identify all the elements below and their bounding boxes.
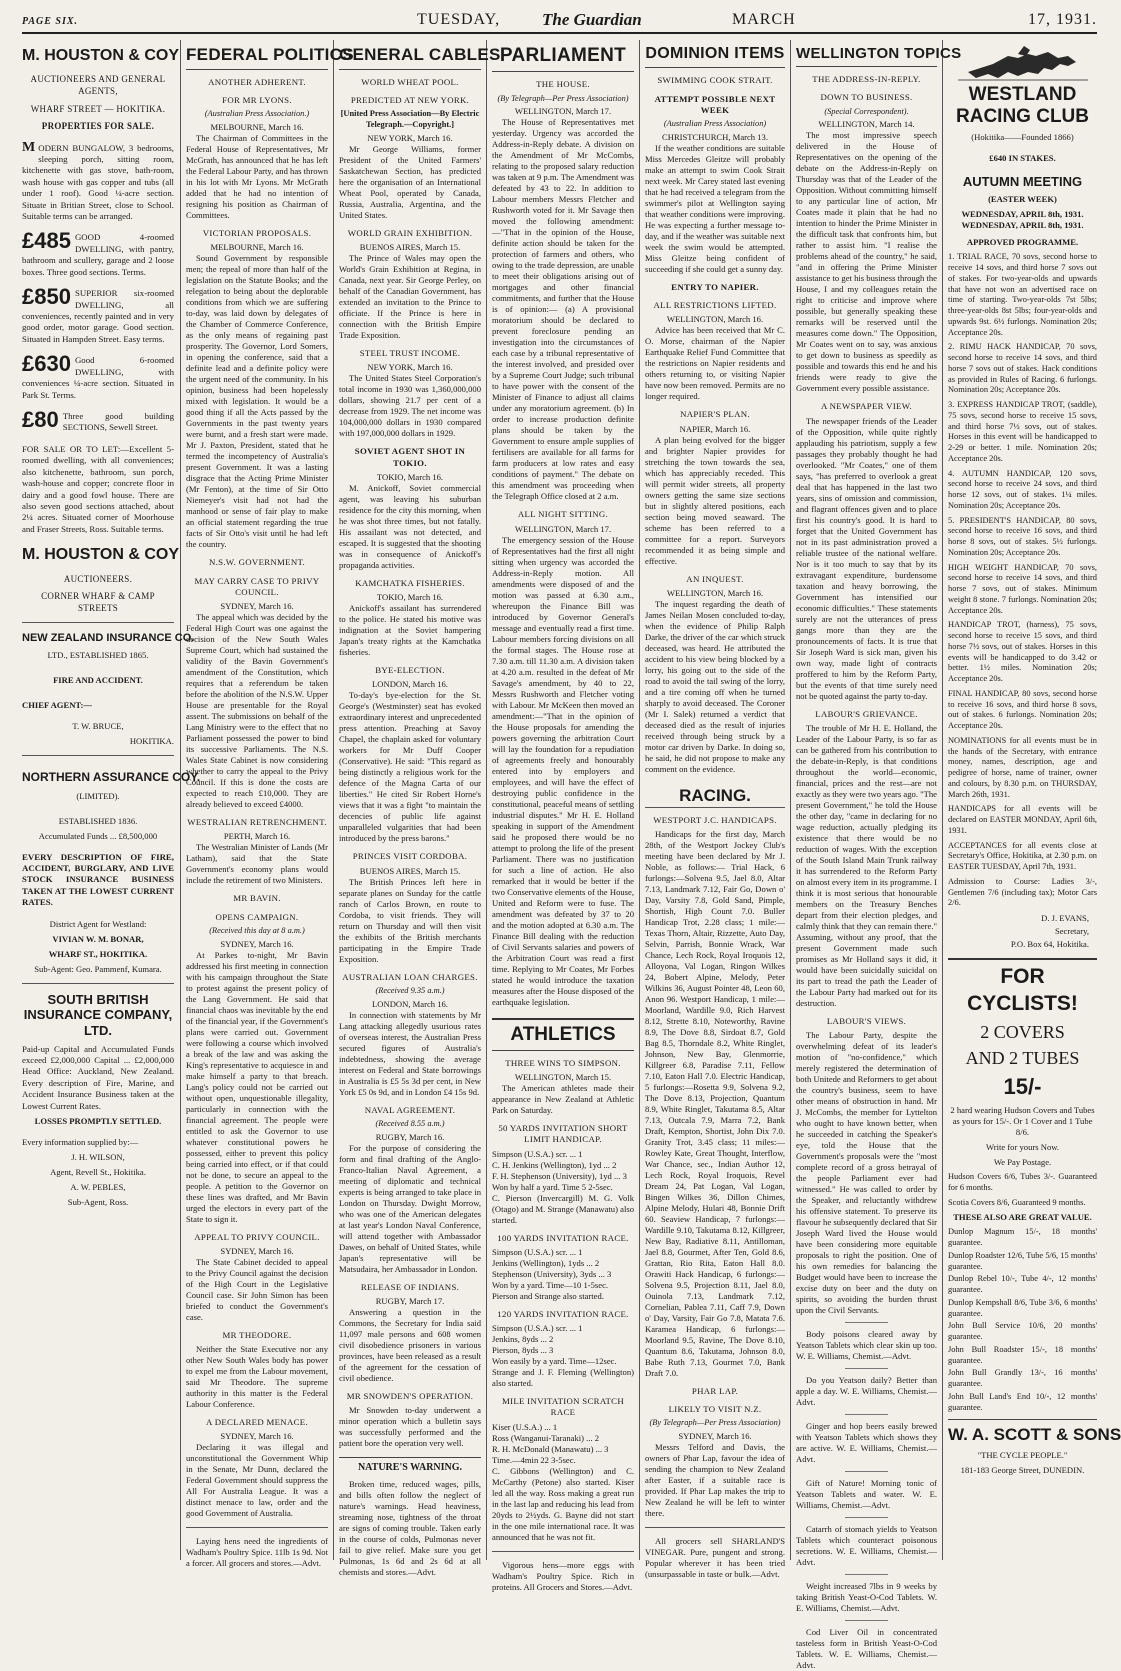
- scott-title: W. A. SCOTT & SONS: [948, 1419, 1097, 1446]
- subheading: DOWN TO BUSINESS.: [820, 92, 913, 103]
- subheading: AN INQUEST.: [686, 573, 744, 584]
- subheading: LABOUR'S VIEWS.: [826, 1015, 907, 1026]
- ad-price: £630: [22, 351, 71, 377]
- dateline: TOKIO, March 16.: [376, 592, 444, 602]
- dateline: BUENOS AIRES, March 15.: [359, 242, 461, 252]
- nz-line: LTD., ESTABLISHED 1865.: [47, 650, 149, 661]
- section-heading: WELLINGTON TOPICS: [796, 44, 937, 67]
- event-results: Simpson (U.S.A.) scr. ... 1 Jenkins (Wellington), 1yds ... 2 Stephenson (University), 3yds ... 3 Won by a yard. Time—10 1-5sec. Pierson and Strange also started.: [492, 1246, 612, 1301]
- dateline: WELLINGTON, March 17.: [514, 106, 612, 117]
- advert-text: All grocers sell SHARLAND'S VINEGAR. Pure, pungent and strong. Popular wherever it has been tried (unsurpassable in taste or bulk.—Advt.: [645, 1536, 785, 1580]
- column-general-cables: [339, 44, 501, 1577]
- dateline: NAPIER, March 16.: [679, 423, 751, 434]
- event-title: 100 YARDS INVITATION RACE.: [497, 1232, 629, 1243]
- houston-title: M. HOUSTON & COY: [22, 546, 180, 564]
- column-federal-politics: [186, 44, 354, 1569]
- programme-item: HANDICAP TROT, (harness), 75 sovs, second horse to receive 15 sovs, and third horse 7½ sovs, out of stakes. Horses in this events will be handicapped to do 3.42 or better. 1½ miles. Nomination 20s; Acceptance 20s.: [948, 620, 1097, 684]
- divider: [845, 1368, 887, 1369]
- article-text: Anickoff's assailant has surrendered to the police. He stated his motive was indignation at the Soviet hampering Japan's treaty rights at the Kamchatka fisheries.: [339, 603, 481, 657]
- horse-and-jockey-icon: [948, 44, 1098, 84]
- ad-text: ODERN BUNGALOW, 3 bedrooms, sleeping porch, sitting room, kitchenette with gas stove, bath-room, wash house with gas copper and tubs (all under 1 roof). Good ¼-acre section. Situate in Britian Street, close to School. Suitable terms can be arranged.: [22, 142, 174, 222]
- subheading: APPEAL TO PRIVY COUNCIL.: [194, 1231, 320, 1242]
- dateline: PERTH, March 16.: [223, 831, 291, 842]
- na-agent: WHARF ST., HOKITIKA.: [48, 948, 148, 959]
- meeting-title: AUTUMN MEETING: [962, 173, 1083, 189]
- article-text: To-day's bye-election for the St. George's (Westminster) seat has evoked extraordinary interest and unprecedented press attention. Preaching at Savoy Chapel, the chaplain asked for voluntary workers for Mr Duff Cooper (Conservative). He said: "This regard as being distinctly a religious work for the defence of the Magna Carta of our liberties." He cited Sir Robert Horne's views that it was a fight "to maintain the decencies of public life against unparalleled vulgarities that had been introduced by the press barons.": [339, 690, 481, 844]
- nz-line: HOKITIKA.: [129, 736, 174, 747]
- article-text: A plan being evolved for the bigger and brighter Napier provides for stretching the town towards the sea, which has appreciably receded. This will permit wider streets, all property owners getting the same size sections but in slightly altered positions, each section being moved seaward. The scheme has been referred to a committee for a report. Surveyors recommended it as being simple and effective.: [645, 434, 785, 566]
- divider: [845, 1517, 887, 1518]
- value-list: [948, 1227, 1097, 1413]
- subheading: BYE-ELECTION.: [375, 665, 445, 675]
- article-text: The United States Steel Corporation's total income in 1930 was 1,360,000,000 dollars, showing 21.7 per cent of a decrease from 1929. The net income was 104,000,000 dollars in 1930 compared with 197,000,000 dollars in 1929.: [339, 373, 481, 439]
- subheading: WESTRALIAN RETRENCHMENT.: [187, 817, 327, 827]
- article-text: Handicaps for the first day, March 28th, of the Westport Jockey Club's meeting have been declared by Mr J. Noble, as follows:— Trial Hack, 6 furlongs:—Solvena 9.5, Jael 8.0, Altar 7.13, Landmark 7.12, Fair Go, Down o' Day, Varsity 7.8, Gold Sand, Pimple, Shortish, High Count 7.0. Buller Handicap Trot, 2.28 class; 1 mile:—Texas Thorn, Altair, Rizzette, Auto Day, Selvin, Parrish, Bonnie Wrack, War Chance, Lech Rock, Royal Iroquois 12, Alloyona, Val Logan, Ringon Wilkes 24, Bobert Alpine, Melody, Peter Wilkins 36, August Pointer 48, Leon 60, Anon 96. Westport Handicap, 1 mile:—Moorland, Wardille 9.0, Rich Harvest 8.12, Strette 8.10, Noteworthy, Ravine 8.9, The Dove 8.8, Sirdoat 8.7, Gold Bag 8.5, Thorndale 8.2, White Ringlet, Johnson, New Bay, Glenmorrie, Killgreer 6.8, Paradise 7.11, Fellow 7.10, Eaton Hall 7.0. Electric Handicap, 5 furlongs:—Rosetta 9.9, Solvena 9.2, The Dove 8.13, Projection, Quantum 8.9, White Ringlet, Takutama 8.5, Altar 7.13, Outcala 7.9, Marra 7.2, Bank Draft, Kempton, Shortist, John Dix 7.0. Granity Trot, 3.45 class; 11 miles:—Rowley Kate, Great Thought, Interflow, War Chance, sec., Indian Author 12, Lech Rock, Royal Iroquois, Revel Dream 24, Pat Logan, Val Logan, Bingen Wilkes 36, Dillon Chimes, Alpine Melody, Hulari 48, Bonnie Drift 60. Seaview Handicap, 7 furlongs:—Wardille 9.10, Takutama 8.12, Killgreer, New Bay, Radiative 8.11, Antilloman, Jael 8.8, Gourmet, After Ten, Gold 8.6, Grattan, Rio Rita, Eaton Hall 8.0. Orawiti Hack Handicap, 6 furlongs:—Solvena 9.5, Projection 8.11, Jael 8.0, Ouinola 7.13, Landmark 7.12, Cornelian, Pablea 7.11, Caff 7.9, Down o' Day, Varsity, Fair Go 7.8, Matata 7.6. Karamea Handicap, 6 furlongs:—Moorland 9.5, Ravine, The Dove 8.10, Quantum 8.6, Takutama, Johnson 8.0, Babe Ruth 7.13, Gourmet 7.0, Bank Draft 7.0.: [645, 828, 785, 1378]
- event-title: MILE INVITATION SCRATCH RACE: [501, 1396, 624, 1418]
- cyclists-line: Write for yours Now.: [985, 1142, 1060, 1153]
- subheading: KAMCHATKA FISHERIES.: [355, 577, 465, 588]
- divider: [845, 1574, 887, 1575]
- value-item: Dunlop Rebel 10/-, Tube 4/-, 12 months' guarantee.: [948, 1274, 1097, 1295]
- dateline: SYDNEY, March 16.: [220, 601, 294, 611]
- ad-price: £80: [22, 406, 59, 432]
- page-number: PAGE SIX.: [22, 16, 79, 27]
- advert-text: Weight increased 7lbs in 9 weeks by taking British Yeast-O-Cod Tablets. W. E. Williams, Chemist.—Advt.: [796, 1581, 937, 1614]
- masthead-day: TUESDAY,: [417, 11, 501, 28]
- ad-price: £850: [22, 284, 71, 310]
- article-text: The inquest regarding the death of James Neilan Mosen concluded to-day, when the evidence of Philip Ralph Darke, the driver of the car which struck deceased, was heard. He attributed the accident to his view being blocked by a lorry, his going out to the side of the road to avoid the tail swing of the lorry, and a tire coming off when he turned sharply to avoid deceased. The Coroner (Mr I. Salek) returned a verdict that deceased died as the result of injuries received through being struck by a motor car driven by Darke. In doing so, he said, he did not propose to make any comment on the evidence.: [645, 598, 785, 774]
- na-agent: Sub-Agent: Geo. Pammenf, Kumara.: [34, 963, 162, 974]
- subheading: PREDICTED AT NEW YORK.: [350, 95, 470, 105]
- value-item: John Bull Service 10/6, 20 months' guarantee.: [948, 1321, 1097, 1342]
- drop-cap: M: [22, 139, 36, 155]
- subheading: N.S.W. GOVERNMENT.: [208, 557, 306, 568]
- subheading: SWIMMING COOK STRAIT.: [657, 75, 773, 86]
- article-text: Answering a question in the Commons, the Secretary for India said 11,097 male persons and 608 women civil disobedience prisoners in various provinces, have been released as a result of the agreement for the cessation of civil obedience.: [339, 1306, 481, 1383]
- value-item: Dunlop Magnum 15/-, 18 months' guarantee.: [948, 1227, 1097, 1248]
- value-heading: THESE ALSO ARE GREAT VALUE.: [953, 1212, 1092, 1223]
- article-text: Neither the State Executive nor any other New South Wales body has power to expel me from the Labour movement, said Mr Theodore. The supreme authority in this matter is the Federal Labour Conference.: [186, 1344, 328, 1409]
- article-text: Declaring it was illegal and unconstitutional the Government Whip in the Senate, Mr Dunn, declared the Federal Government should suppress the All For Australia League. It was a distinct menace to law, order and the good Government of Australia.: [186, 1442, 328, 1519]
- column-parliament: [492, 44, 634, 1592]
- nz-line: CHIEF AGENT:—: [22, 700, 92, 711]
- subheading: PRINCES VISIT CORDOBA.: [352, 851, 468, 862]
- programme-item: 2. RIMU HACK HANDICAP, 70 sovs, second horse to receive 14 sovs, and third horse 7 sovs out of stakes. Hack conditions as provided in Rules of Racing. 6 furlongs. Nomination 20s; Acceptance 20s.: [948, 342, 1097, 395]
- article-text: The British Princes left here in separate planes on Sunday for the cattle ranch of Carlos Brown, en route to Cordoba, to visit friends. They will return on Thursday and will then visit the exhibits of the British merchants participating in the Empire Trade Exposition.: [339, 876, 481, 964]
- advert-text: Vigorous hens—more eggs with Wadham's Poultry Spice. Rich in proteins. All Grocers and Stores.—Advt.: [492, 1559, 634, 1592]
- dateline: MELBOURNE, March 16.: [210, 122, 304, 132]
- event-results: Kiser (U.S.A.) ... 1 Ross (Wanganui-Taranaki) ... 2 R. H. McDonald (Manawatu) ... 3 Time.—4min 22 3-5sec. C. Gibbons (Wellington) and C. McCarthy (Petone) also started. Kiser led all the way. Ross making a great run in the last lap and reducing his lead from 20yds to 2½yds. G. Bayne did not start in the one mile international race. It was announced that he was not fit.: [492, 1421, 634, 1542]
- dateline: SYDNEY, March 16.: [678, 1431, 752, 1442]
- cyclists-text: 2 hard wearing Hudson Covers and Tubes as yours for 15/-. Or 1 Cover and 1 Tube 8/6.: [950, 1105, 1095, 1138]
- section-heading: FEDERAL POLITICS: [186, 44, 328, 70]
- programme-item: HIGH WEIGHT HANDICAP, 70 sovs, second horse to receive 14 sovs, and third horse 7 sovs, out of stakes. Minimum weight 8 stone. 7 furlongs. Nomination 20s; Acceptance 20s.: [948, 562, 1097, 615]
- column-rule: [790, 40, 791, 1560]
- dateline: CHRISTCHURCH, March 13.: [662, 131, 768, 142]
- dateline: RUGBY, March 17.: [375, 1295, 445, 1306]
- ad-text: Good 6-roomed DWELLING, with conveniences ¼-acre section. Situated in Park St. Terms.: [22, 355, 174, 400]
- article-text: The House of Representatives met yesterday. Urgency was accorded the Address-in-Reply debate. A division on the Amendment of Mr McCombs, relating to the proposed salary reduction was taken at 9 p.m. The Amendment was defeated by 43 to 22. In addition to Labour members Messrs Fletcher and Rushworth voted for it. Mr Savage then moved the following amendment:—"That in the opinion of the House, definite action should be taken for the protection of farmers and others, who owing to the trade depression, are unable to meet their obligations arising out of mortgages and other financial commitments, and further that the House is of opinion:— (a) A provisional moratorium should be declared to prevent foreclosure pending an investigation into the circumstances of each case by a tribunal representative of the interest involved, and presided over by a Supreme Court Judge; such tribunal to have power with the consent of the Minister of Finance to adjust all claims under any moratorium agreement. (b) In order to increase production definite plans should be taken by the Government to ensure ample supplies of fertilisers are available for all farms for farm producers at low rates and easy conditions of payment." The debate on this amendment was proceeding when the Telegraph Office closed at 2 a.m.: [492, 117, 634, 502]
- programme-item: 1. TRIAL RACE, 70 sovs, second horse to receive 14 sovs, and third horse 7 sovs out of stakes. For two-year-olds and upwards that have not won an advertised race on time of starting. Two-year-olds 7st 5lbs; three-year-olds 8st 5lbs; four-year-olds and upwards 9st. 6½ furlongs. Nomination 20s; Acceptance 20s.: [948, 252, 1097, 337]
- subheading: VICTORIAN PROPOSALS.: [202, 228, 312, 238]
- credit-line: (By Telegraph—Per Press Association): [649, 1418, 781, 1428]
- dateline: SYDNEY, March 16.: [220, 938, 294, 949]
- column-racing-club-ads: [948, 44, 1121, 1559]
- article-text: Mr George Williams, former President of the United Farmers' Saskatchewan Section, has predicted here the organisation of an International Wheat Pool, operated by Canada, Russia, Australia, Argentina, and the United States.: [339, 143, 481, 220]
- programme-item: NOMINATIONS for all events must be in the hands of the Secretary, with entrance money, names, description, age and pedigree of horse, name of trainer, owner and colours, by 8.30 p.m. on THURSDAY, March 26th, 1931.: [948, 735, 1097, 799]
- property-ad: [22, 284, 174, 345]
- credit-line: (Australian Press Association): [663, 119, 767, 129]
- subheading: WORLD GRAIN EXHIBITION.: [347, 227, 473, 238]
- divider: [845, 1471, 887, 1472]
- value-item: Dunlop Kempshall 8/6, Tube 3/6, 6 months' guarantee.: [948, 1297, 1097, 1318]
- advert-text: Catarrh of stomach yields to Yeatson Tablets which counteract poisonous secretions. W. E. Williams, Chemist.—Advt.: [796, 1524, 937, 1568]
- masthead-paper-name: The Guardian: [542, 10, 642, 29]
- column-wellington-topics: [796, 44, 962, 1671]
- divider: [492, 1551, 634, 1552]
- divider: [845, 1322, 887, 1323]
- divider: [22, 755, 174, 756]
- ad-text: SUPERIOR six-roomed DWELLING, all conveniences, recently painted and in very good order, motor garage. Good section. Situated in Hampden Street. Easy terms.: [22, 288, 174, 344]
- club-title: WESTLAND RACING CLUB: [956, 84, 1089, 127]
- subheading: LABOUR'S GRIEVANCE.: [815, 708, 918, 719]
- masthead: [22, 10, 1097, 34]
- na-funds: Accumulated Funds ... £8,500,000: [38, 830, 158, 841]
- dateline: WELLINGTON, March 15.: [514, 1072, 612, 1083]
- article-text: For the purpose of considering the form and final drafting of the Anglo-Franco-Italian Naval Agreement, a meeting of diplomatic and technical experts is being arranged to take place in London on Thursday. Dwight Morrow, who was one of the American delegates at last year's London Naval Conference, will attend together with Ambassador Dawes, on behalf of United States, while Japan's representative will be Matsudaira, her Ambassador in London.: [339, 1142, 481, 1274]
- tyre-item: Scotia Covers 8/6, Guaranteed 9 months.: [948, 1197, 1086, 1207]
- subheading: LIKELY TO VISIT N.Z.: [668, 1404, 762, 1415]
- divider: [186, 1527, 328, 1528]
- houston-line: CORNER WHARF & CAMP STREETS: [41, 591, 155, 613]
- subheading: A DECLARED MENACE.: [206, 1417, 308, 1427]
- advert-text: Broken time, reduced wages, pills, and bills often follow the neglect of nature's warnings. Head heaviness, streaming nose, tightness of the throat are signs of coming trouble. Taken early in the course of colds, Pulmonas never fail to give relief. Make sure you get Pulmonas, 1s 6d and 2s 6d at all chemists and stores.—Advt.: [339, 1478, 481, 1577]
- column-dominion-items: [645, 44, 785, 1580]
- value-item: Dunlop Roadster 12/6, Tube 5/6, 15 months' guarantee.: [948, 1250, 1097, 1271]
- dateline: WELLINGTON, March 16.: [666, 314, 764, 325]
- credit-line: (Received 8.55 a.m.): [375, 1118, 445, 1128]
- credit-line: (By Telegraph—Per Press Association): [497, 93, 629, 103]
- cyclists-line: AND 2 TUBES: [965, 1047, 1080, 1068]
- subheading: NAVAL AGREEMENT.: [364, 1104, 456, 1115]
- houston-line: PROPERTIES FOR SALE.: [41, 121, 155, 132]
- column-rule: [639, 40, 640, 1560]
- programme-item: 3. EXPRESS HANDICAP TROT, (saddle), 75 sovs, second horse to receive 15 sovs, and third horse 7½ sovs, out of stakes. Horses in this event will be handicapped to 2-29 or better. 1 mile. Nomination 20s; Acceptance 20s.: [948, 400, 1097, 463]
- cyclists-line: We Pay Postage.: [993, 1157, 1052, 1168]
- secretary-signature: D. J. EVANS,: [1041, 913, 1089, 924]
- subheading: MR THEODORE.: [222, 1329, 292, 1340]
- article-text: Mr Snowden to-day underwent a minor operation which a bulletin says was successfully performed and the patient bore the operation very well.: [339, 1405, 481, 1448]
- south-british-title: SOUTH BRITISH INSURANCE COMPANY, LTD.: [23, 991, 173, 1038]
- meeting-dates: WEDNESDAY, APRIL 8th, 1931. WEDNESDAY, APRIL 8th, 1931.: [961, 209, 1084, 231]
- cyclists-line: 2 COVERS: [980, 1021, 1065, 1042]
- subheading: THE ADDRESS-IN-REPLY.: [812, 74, 921, 85]
- dateline: SYDNEY, March 16.: [220, 1245, 294, 1256]
- racing-heading: RACING.: [645, 785, 785, 808]
- advert-heading: NATURE'S WARNING.: [339, 1457, 481, 1475]
- subheading: ALL NIGHT SITTING.: [517, 509, 609, 520]
- tyre-list: [948, 1172, 1097, 1208]
- dateline: RUGBY, March 16.: [375, 1131, 445, 1142]
- article-text: Advice has been received that Mr C. O. Morse, chairman of the Napier Earthquake Relief Fund Committee that the restrictions on Napier residents and others returning to, or visiting Napier have now been removed. Permits are no longer required.: [645, 325, 785, 402]
- subheading: WORLD WHEAT POOL.: [361, 76, 459, 87]
- programme-list: [948, 252, 1097, 909]
- sb-info: J. H. WILSON,: [71, 1152, 125, 1163]
- nz-line: T. W. BRUCE,: [72, 721, 124, 732]
- credit-line: (Received this day at 8 a.m.): [209, 925, 305, 935]
- article-text: The Chairman of Committees in the Federal House of Representatives, Mr McGrath, has announced that he has left the Federal Labour Party, and has thrown in his lot with Mr Lyons. Mr McGrath added that he had no intention of resigning his position as Chairman of Committees.: [186, 133, 328, 220]
- credit-line: (Special Correspondent).: [824, 106, 909, 116]
- subheading: ALL RESTRICTIONS LIFTED.: [653, 300, 777, 311]
- dateline: LONDON, March 16.: [372, 998, 448, 1009]
- programme-item: Admission to Course: Ladies 3/-, Gentlemen 7/6 (including tax); Motor Cars 2/6.: [948, 876, 1097, 908]
- na-line: ESTABLISHED 1836.: [58, 815, 138, 826]
- programme-item: ACCEPTANCES for all events close at Secretary's Office, Hokitika, at 2.30 p.m. on EASTER TUESDAY, April 7th, 1931.: [948, 840, 1097, 872]
- nz-line: FIRE AND ACCIDENT.: [53, 675, 143, 686]
- subheading: STEEL TRUST INCOME.: [359, 348, 461, 358]
- houston-line: AUCTIONEERS.: [63, 573, 133, 584]
- subheading: OPENS CAMPAIGN.: [215, 911, 299, 922]
- na-agent: District Agent for Westland:: [49, 918, 147, 929]
- value-item: John Bull Grandly 13/-, 16 months' guarantee.: [948, 1368, 1097, 1389]
- advert-text: Do you Yeatson daily? Better than apple a day. W. E. Williams, Chemist.—Advt.: [796, 1375, 937, 1408]
- article-text: The Westralian Minister of Lands (Mr Latham), said that the State Government's economy plans would include the retirement of two Ministers.: [186, 842, 328, 886]
- advert-text: Laying hens need the ingredients of Wadham's Poultry Spice. 11lb 1s 9d. Not a forcer. All grocers and stores.—Advt.: [186, 1536, 328, 1569]
- dateline: WELLINGTON, March 14.: [818, 119, 915, 130]
- dateline: NEW YORK, March 16.: [367, 132, 453, 143]
- event-results: Simpson (U.S.A.) scr. ... 1 Jenkins, 8yds ... 2 Pierson, 8yds ... 3 Won easily by a yard. Time—12sec. Strange and J. F. Fleming (Wellington) also started.: [492, 1323, 634, 1389]
- article-text: The Prince of Wales may open the World's Grain Exhibition at Regina, in Canada, next year. Sir George Perley, on behalf of the Canadian Government, has extended an invitation to the Prince to officiate. If the Prince is here in connection with the British Empire Trade Exposition.: [339, 253, 481, 340]
- property-ad: [22, 351, 174, 401]
- article-text: In connection with statements by Mr Lang attacking allegedly usurious rates of overseas interest, the Australian Press secured figures of Australia's indebtedness, showing the average interest on Federal and State borrowings in Australia is £5 5s 3d per cent, in New York £5 0s 9d, and in London £4 15s 9d.: [339, 1009, 481, 1097]
- advert-text: Gift of Nature! Morning tonic of Yeatson Tablets and water. W. E. Williams, Chemist.—Advt.: [796, 1478, 937, 1511]
- property-ad: [22, 406, 174, 434]
- scott-subtitle: "THE CYCLE PEOPLE.": [977, 1450, 1068, 1461]
- column-rule: [333, 40, 334, 1560]
- club-subtitle: (Hokitika——Founded 1866): [971, 131, 1074, 142]
- dateline: MELBOURNE, March 16.: [210, 242, 304, 253]
- subheading: SOVIET AGENT SHOT IN TOKIO.: [354, 446, 466, 468]
- article-text: The trouble of Mr H. E. Holland, the Leader of the Labour Party, is so far as can be gathered from his contribution to the debate-in-Reply, is that conditions throughout the world—economic, financial, prices and the rest—are not exactly as they were two years ago. "The present Government," he told the House the other day, "came in declaring for no wage reduction, actually pledging its existence that there would be no reduction of wages. With the exception of the South Island Main Trunk railway it has surrendered to the Reform Party on almost every item in its programme. I think it is most serious that honourable members on the Treasury Benches depart from their election pledges, and calmly think that they can remain there." Assuming, without any proof, that the present Government made such promises as Mr Holland says it did, it would have been suicidally suicidal on its part to tread the path the Leader of the Labour Party had marked out for its destruction.: [796, 722, 937, 1008]
- sb-info: Every information supplied by:—: [22, 1137, 139, 1148]
- article-text: The most impressive speech delivered in the House of Representatives on the opening of the debate on the Address-in-Reply on Thursday was that of the Leader of the Opposition. Without committing himself to any particular line of action, Mr Coates made it plain that he had no intention to hinder the Prime Minister in the difficult task that confronts him, but rather to assist him. "I realise the problems ahead of the country," he said, "and in offering the Prime Minister assistance to get his business through the House, I and my colleagues retain the right to criticise and improve where possible, but generally speaking these remarks will be reserved until the measures come down." The Opposition, Mr Coates went on to say, was anxious to get down to business as speedily as possible and towards this end he and his friends were ready to give the Government every possible assistance.: [796, 130, 937, 394]
- houston-line: WHARF STREET — HOKITIKA.: [30, 103, 166, 114]
- event-title: 50 YARDS INVITATION SHORT LIMIT HANDICAP.: [498, 1123, 628, 1145]
- sb-text: Paid-up Capital and Accumulated Funds exceed £2,000,000 Capital ... £2,000,000 Head Office: Auckland, New Zealand. Every description of Fire, Marine, and Accident Insurance Business taken at the Lowest Current Rates.: [22, 1043, 174, 1111]
- tyre-item: Hudson Covers 6/6, Tubes 3/-. Guaranteed for 6 months.: [948, 1172, 1097, 1192]
- na-text: EVERY DESCRIPTION OF FIRE, ACCIDENT, BURGLARY, AND LIVE STOCK INSURANCE BUSINESS TAKEN AT THE LOWEST CURRENT RATES.: [22, 851, 174, 908]
- programme-item: 5. PRESIDENT'S HANDICAP, 80 sovs, second horse to receive 16 sovs, and third horse 8 sovs, out of stakes. 5½ furlongs. Nomination 20s; Acceptance 20s.: [948, 515, 1097, 557]
- subheading: RELEASE OF INDIANS.: [360, 1281, 460, 1292]
- sb-info: Agent, Revell St., Hokitika.: [50, 1167, 146, 1178]
- article-text: The appeal which was decided by the Federal High Court was one against the decision of the New South Wales Supreme Court, which had sustained the validity of the Bavin Government's amendment of the Constitution, which requires that a referendum be taken before the abolition of the N.S.W. Upper House are presentable for the Royal assent. The submissions on behalf of the Lang Ministry were to the effect that no Parliament possessed the power to bind its successive Parliaments. The N.S. Wales State Cabinet is now considering whether to carry the appeal to the Privy Council. If this is done the costs are expected to reach £10,000. They are already believed to exceed £4000.: [186, 612, 328, 809]
- houston-line: AUCTIONEERS AND GENERAL AGENTS,: [30, 74, 166, 96]
- column-rule: [942, 40, 943, 1560]
- nz-insurance-title: NEW ZEALAND INSURANCE CO.: [22, 632, 195, 645]
- programme-item: FINAL HANDICAP, 80 sovs, second horse to receive 16 sovs, and third horse 8 sovs, out of stakes. 6 furlongs. Nomination 20s; Acceptance 20s.: [948, 688, 1097, 731]
- advert-text: Body poisons cleared away by Yeatson Tablets which clear skin up too. W. E. Williams, Chemist.—Advt.: [796, 1329, 937, 1362]
- secretary-signature: P.O. Box 64, Hokitika.: [1010, 939, 1089, 950]
- sb-info: A. W. PEBLES,: [70, 1182, 126, 1193]
- column-advertisements-left: [22, 44, 201, 1559]
- value-item: John Bull Land's End 10/-, 12 months' guarantee.: [948, 1391, 1097, 1412]
- cyclists-heading: FOR CYCLISTS!: [948, 958, 1097, 1018]
- value-item: John Bull Roadster 15/-, 18 months' guarantee.: [948, 1344, 1097, 1365]
- dateline: SYDNEY, March 16.: [220, 1431, 294, 1442]
- programme-item: 4. AUTUMN HANDICAP, 120 sovs, second horse to receive 24 sovs, and third horse 12 sovs, out of stakes. 1¼ miles. Nomination 20s; Acceptance 20s.: [948, 468, 1097, 510]
- divider: [845, 1620, 887, 1621]
- na-line: (LIMITED).: [76, 790, 120, 801]
- dateline: WELLINGTON, March 17.: [514, 523, 612, 534]
- credit-line: (Received 9.35 a.m.): [375, 985, 445, 995]
- credit-line: [United Press Association—By Electric Telegraph.—Copyright.]: [340, 109, 480, 129]
- event-results: Simpson (U.S.A.) scr. ... 1 C. H. Jenkins (Wellington), 1yd ... 2 F. H. Stephenson (University), 1yd ... 3 Won by half a yard. Time 5 2-5sec. C. Pierson (Invercargill) M. G. Volk (Otago) and M. Strange (Manawatu) also started.: [492, 1148, 634, 1225]
- secretary-signature: Secretary,: [1054, 926, 1089, 937]
- dateline: WELLINGTON, March 16.: [666, 587, 764, 598]
- masthead-month: MARCH: [732, 11, 796, 28]
- programme-item: HANDICAPS for all events will be declared on EASTER MONDAY, April 6th, 1931.: [948, 804, 1097, 835]
- sb-line: LOSSES PROMPTLY SETTLED.: [34, 1116, 162, 1127]
- dateline: LONDON, March 16.: [372, 679, 448, 690]
- scott-address: 181-183 George Street, DUNEDIN.: [960, 1465, 1085, 1476]
- article-text: Messrs Telford and Davis, the owners of Phar Lap, favour the idea of sending the champion to New Zealand after Easter, if a suitable race is provided. If Phar Lap makes the trip to New Zealand he will be left to winter there.: [645, 1442, 785, 1519]
- ad-price: £485: [22, 228, 71, 254]
- masthead-date: 17, 1931.: [1028, 11, 1097, 28]
- divider: [22, 983, 174, 984]
- section-heading: DOMINION ITEMS: [645, 44, 785, 68]
- subheading: AUSTRALIAN LOAN CHARGES.: [342, 971, 478, 982]
- subheading: WESTPORT J.C. HANDICAPS.: [653, 814, 777, 825]
- article-text: The newspaper friends of the Leader of the Opposition, while quite rightly applauding his patriotism, supply a few passages they probably thought he had overlooked. "Mr Coates," one of them says, "has preferred to overlook a great deal that has happened in the last two years, sins of omission and commission, and flagrant offences given and to place first his country's good. It is hard to forget that the United Government has not in its past administration proved a reliable trustee of the national welfare. Nor is it too much to say that by its extravagant expenditure, burdensome taxation and heavy borrowing, the Government has intensified our economic difficulties." These statements surely are not the utterances of press gangs more than they are the pronouncements of facts. It is true that Sir Joseph Ward is sick man, given his own way, made light of contracts proffered to him by the Reform Party, but the events of that time surely need not be quoted against the party to-day.: [796, 415, 937, 701]
- property-ad: [22, 139, 174, 223]
- event-title: 120 YARDS INVITATION RACE.: [497, 1308, 629, 1319]
- subheading: A NEWSPAPER VIEW.: [820, 401, 913, 412]
- meeting-subtitle: (EASTER WEEK): [988, 194, 1057, 205]
- stakes-line: £640 IN STAKES.: [989, 152, 1056, 163]
- subheading: NAPIER'S PLAN.: [680, 409, 750, 420]
- subheading: FOR MR LYONS.: [222, 95, 292, 105]
- article-text: The American athletes made their appearance in New Zealand at Athletic Park on Saturday.: [492, 1083, 634, 1116]
- section-heading: PARLIAMENT: [492, 44, 634, 72]
- programme-heading: APPROVED PROGRAMME.: [966, 237, 1079, 248]
- divider: [645, 1527, 785, 1528]
- sb-info: Sub-Agent, Ross.: [67, 1197, 129, 1208]
- divider: [845, 1414, 887, 1415]
- credit-line: (Australian Press Association.): [204, 109, 310, 119]
- column-rule: [486, 40, 487, 1560]
- column-rule: [180, 40, 181, 1560]
- property-ad: FOR SALE OR TO LET:—Excellent 5-roomed dwelling, with all conveniences; also kitchenette, bathroom, sun porch, wash-house and copper; concrete floor in dairy and a good fowl house. There are also seven good sections attached, about 2¼ acres. Situated corner of Moorhouse and Fraser Streets, Ross. Suitable terms.: [22, 443, 174, 534]
- advert-text: Cod Liver Oil in concentrated tasteless form in British Yeast-O-Cod Tablets. W. E. Williams, Chemist.—Advt.: [796, 1627, 937, 1671]
- subheading: THREE WINS TO SIMPSON.: [505, 1057, 621, 1068]
- article-text: M. Anickoff, Soviet commercial agent, was leaving his suburban residence for the city this morning, when he was shot three times, but not fatally. His assailant was not detected, and escaped. It is suggested that the shooting was in consequence of Anickoff's propaganda activities.: [339, 482, 481, 570]
- dateline: BUENOS AIRES, March 15.: [359, 865, 461, 876]
- article-text: Sound Government by responsible men; the repeal of more than half of the legislation on the Statute Books; and the relegation to being about the deplorable conditions from which we are suffering to-day, was laid down by delegates of the Chamber of Commerce Conference, as the only means of regaining past prosperity. The Governor, Lord Somers, in opening the conference, said that a definite lead and a definite policy were the urgent need of the community. In his opinion, business had been hopelessly mixed with legislation. It would be a good thing if all the Acts passed by the Governments in the past twenty years were burnt, and a fresh start were made. Mr J. Paxton, President, stated that he termed the incompetency of Australia's present Government. It was a lasting disgrace that the Acting Prime Minister (Mr Fenton), at the time of Sir Otto Niemeyer's visit had not had the manhood or sense of fair play to make an official statement regarding the true facts of Sir Otto's visit until he had left the country.: [186, 253, 328, 550]
- article-text: The State Cabinet decided to appeal to the Privy Council against the decision of the High Court in the Legislative Council case. Sir John Simon has been briefed to conduct the Government's case.: [186, 1256, 328, 1322]
- subheading: ATTEMPT POSSIBLE NEXT WEEK: [654, 93, 776, 115]
- ad-text: Three good building SECTIONS, Sewell Street.: [62, 410, 174, 433]
- houston-title: M. HOUSTON & COY: [22, 47, 180, 64]
- article-text: If the weather conditions are suitable Miss Mercedes Gleitze will probably make an attempt to swim Cook Strait next week. Mr Carey stated last evening that he had received a telegram from the swimmer's pilot at Wellington saying that weather conditions were improving. He was expecting a further message to-day, and if the weather was suitable next week the swim would be attempted. Miss Gleitze being confident of succeeding if she could get a sunny day.: [645, 142, 785, 274]
- subheading: ENTRY TO NAPIER.: [671, 281, 759, 292]
- section-heading: GENERAL CABLES: [339, 44, 481, 70]
- subheading: MAY CARRY CASE TO PRIVY COUNCIL.: [194, 575, 320, 597]
- article-text: The Labour Party, despite the overwhelming defeat of its leader's motion of "no-confidence," which merely registered the determination of both Unitede and Reformers to get about the country's business, seem to have other means of obstruction in hand. Mr J. McCombs, the member for Lyttelton who ought to have known better, when he succeeded in catching the Speaker's eye, told the House that the Government's proposals were the "most complete record of a gross betrayal of the people Parliament ever had witnessed." He was called to order by the Speaker, and reluctantly withdrew his offensive statement. To preserve its flavour he subsequently declared that Sir Joseph Ward lived the House would have been considering more equitable proposals to right the position. One of his own remedies for balancing the Budget would have been to increase the excise duty on beer and the duty on spirits, so avoiding the burden thrust upon the Civil Servants.: [796, 1030, 937, 1316]
- subheading: MR SNOWDEN'S OPERATION.: [346, 1390, 474, 1401]
- article-text: The emergency session of the House of Representatives had the first all night sitting when urgency was accorded the Address-in-Reply motion. All amendments were disposed of and the motion was passed at 6.30 a.m., whereupon the Finance Bill was introduced by Governor General's message and eventually read a first time. Labour members forcing divisions on all the formal stages. The House rose at 7.30 a.m. till 11.30 a.m. A division taken at 4.20 a.m. resulted in the defeat of Mr Savage's amendment, by 40 to 22, Messrs Rushworth and Fletcher voting with Labour. Mr McKeen then moved an amendment:—"That in the opinion of the House proposals for amending the powers governing the arbitration Court will lay the foundation for a repudiation of agreements freely and honourably entered into by employers and employees, and will have the effect of destroying public confidence in the constitutional, peaceful means of settling industrial disputes." Mr H. E. Holland speaking in support of the Amendment said he proposed there would be no attempt to prolong the life of the present Parliament. There was no justification for such a line of action. He also remarked that it would be better if the two Conservative elements of the House, United and Reform were to fuse. The amendment was defeated by 37 to 20 and the motion adopted at 6.30 a.m. The Finance Bill dealing with the reduction of Civil Servants salaries and powers of the Arbitration Court was read a first time. Replying to Mr Coates, Mr Forbes stated he would introduce the taxation measures after the House disposed of the earthquake legislation.: [492, 534, 634, 1007]
- subheading: PHAR LAP.: [691, 1385, 739, 1396]
- article-text: At Parkes to-night, Mr Bavin addressed his first meeting in connection with his campaign throughout the State to protest against the present policy of the Lang Government. He said that financial chaos was inevitable by the end of the financial year, if the Government's plans were carried out. Government were following a course which involved a break of the law and was asking the King's representative to acquiesce in and make himself a party to that breach. Lang's policy could not be carried out without open, unquestionable illegality, particularly in connection with the financial agreement. The people were entitled to ask the Governor to use whatever constitutional powers he possessed, either to prevent this policy being carried into effect, or if that could not be done, to secure an appeal to the people. A petition to the Governor on these lines was drafted, and Mr Bavin urged the electors in every part of the State to sign it.: [186, 949, 328, 1224]
- dateline: TOKIO, March 16.: [376, 471, 444, 482]
- property-ad: [22, 228, 174, 278]
- subheading: THE HOUSE.: [536, 79, 590, 90]
- athletics-heading: ATHLETICS: [492, 1018, 634, 1051]
- northern-assurance-title: NORTHERN ASSURANCE COY.: [22, 770, 201, 785]
- na-agent: VIVIAN W. M. BONAR,: [52, 933, 144, 944]
- cyclists-price: 15/-: [1003, 1073, 1042, 1099]
- divider: [22, 622, 174, 623]
- advert-text: Ginger and hop beers easily brewed with Yeatson Tablets which shows they are active. W. E. Williams, Chemist.—Advt.: [796, 1421, 937, 1465]
- ad-text: GOOD 4-roomed DWELLING, with pantry, bathroom and scullery, garage and 2 loose boxes. Three good sections. Terms.: [22, 232, 174, 277]
- subheading: MR BAVIN.: [233, 893, 281, 904]
- subheading: ANOTHER ADHERENT.: [208, 76, 306, 87]
- dateline: NEW YORK, March 16.: [367, 362, 453, 373]
